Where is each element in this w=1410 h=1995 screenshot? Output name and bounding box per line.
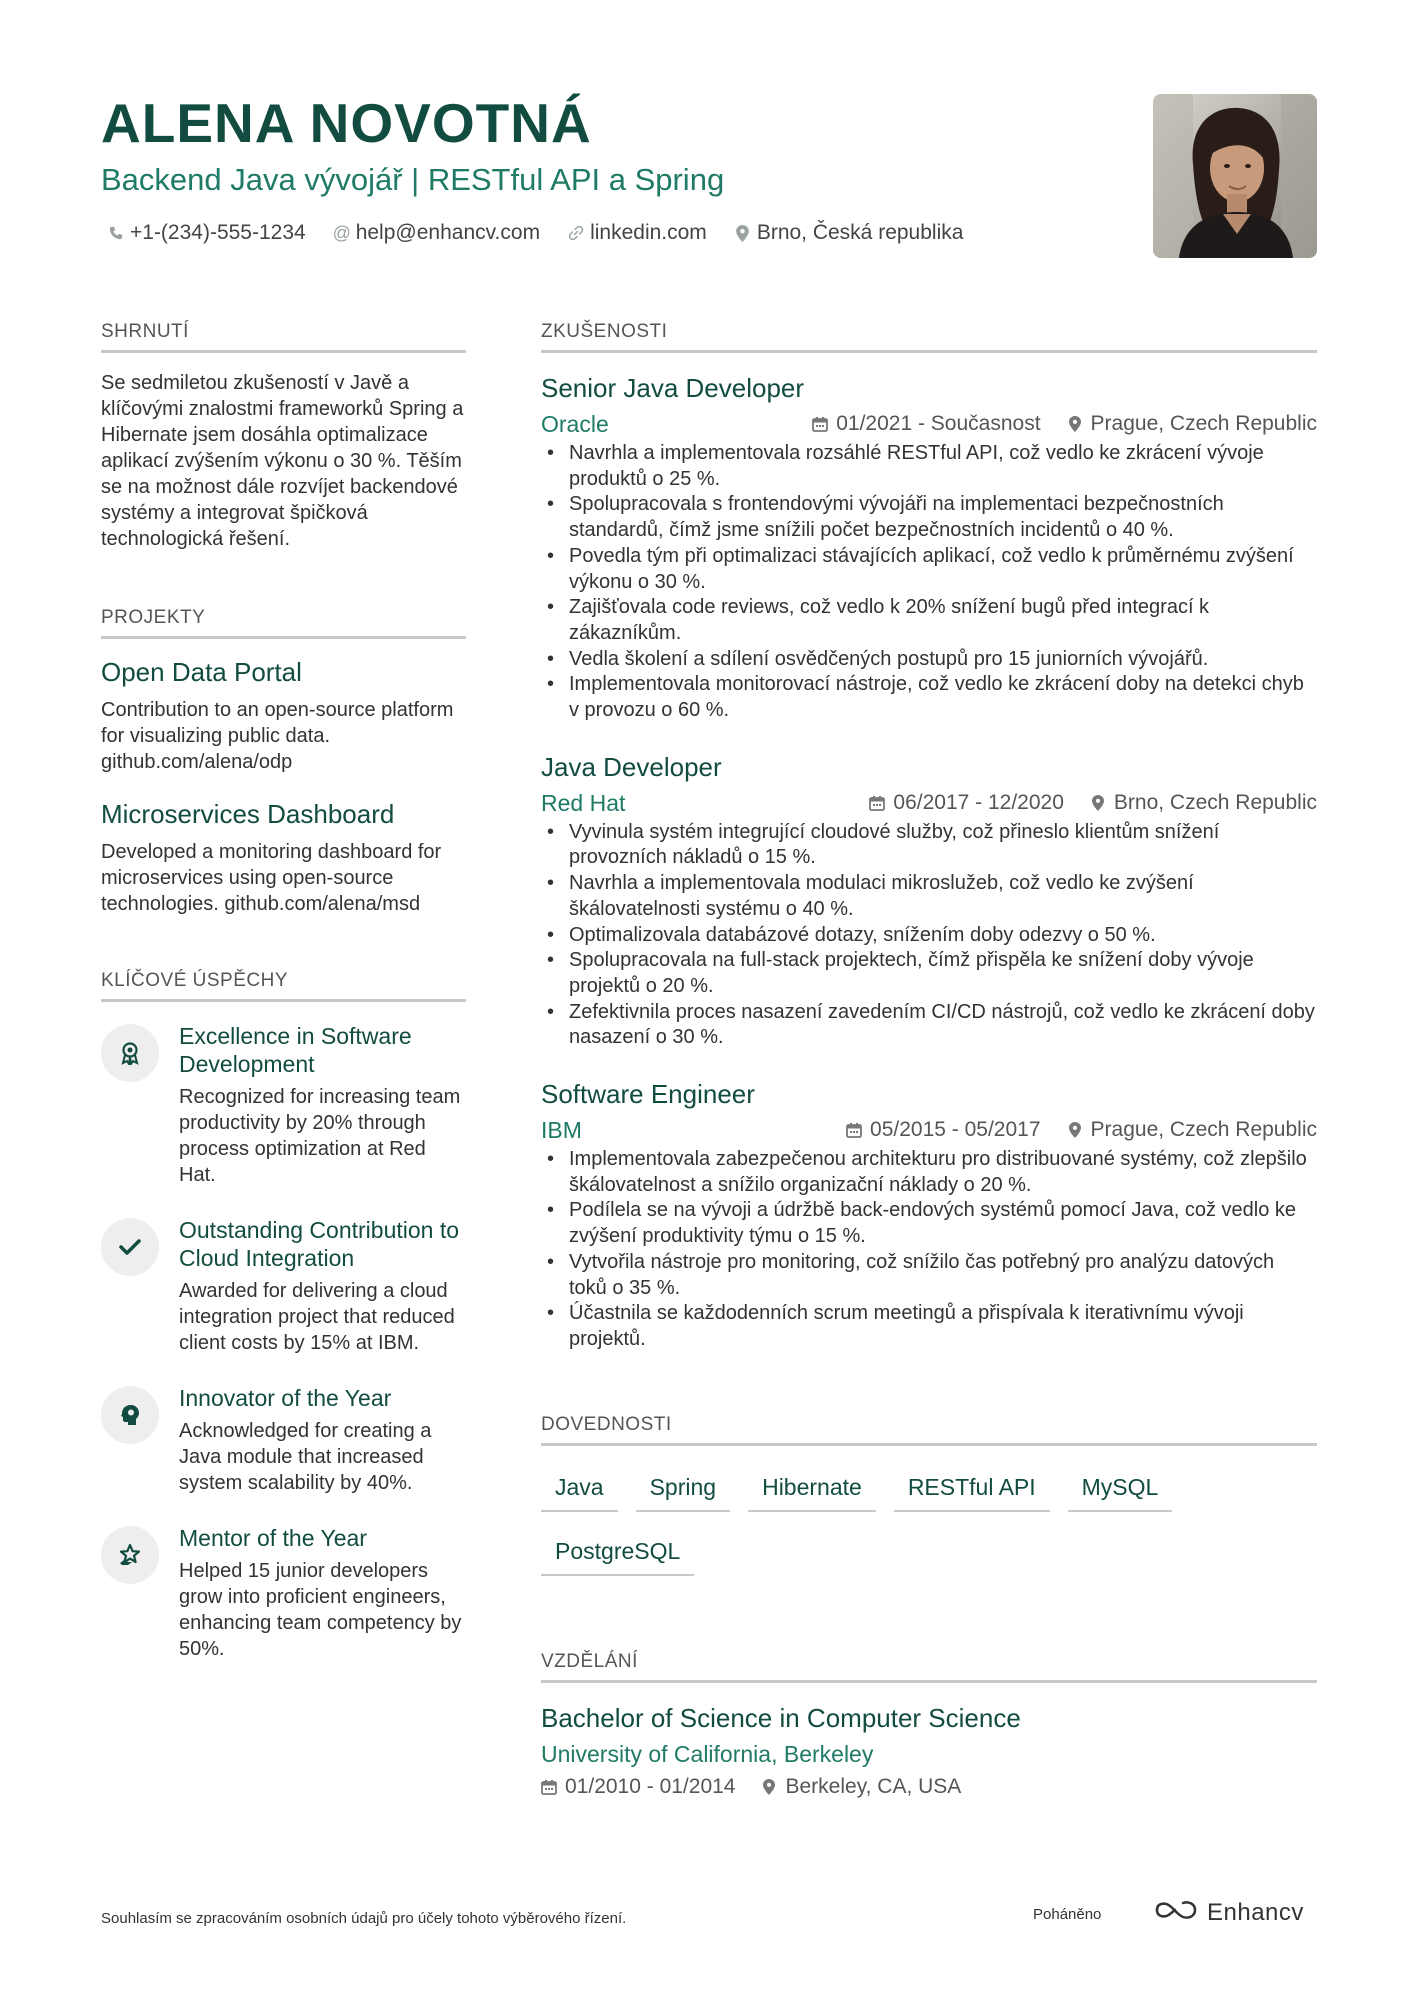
education-school: University of California, Berkeley <box>541 1740 874 1767</box>
job-dates-text: 01/2021 - Současnost <box>836 412 1041 435</box>
job-bullet: • Spolupracovala s frontendovými vývojáři na implementaci bezpečnostních standardů, čímž jsme snížili počet bezpečnostních incidentů o 40 %. <box>541 492 1317 543</box>
location-icon <box>735 225 751 241</box>
projects-heading: PROJEKTY <box>101 606 466 639</box>
job-bullet: • Optimalizovala databázové dotazy, snížením doby odezvy o 50 %. <box>541 923 1317 949</box>
link-icon <box>568 225 584 241</box>
summary-section <box>101 320 466 552</box>
contact-phone-text: +1-(234)-555-1234 <box>130 221 306 244</box>
job-meta-right <box>812 409 1317 439</box>
job-location-text: Brno, Czech Republic <box>1113 790 1317 814</box>
job-meta <box>541 409 1317 439</box>
enhancv-logo[interactable] <box>1153 1898 1304 1927</box>
project-description: Developed a monitoring dashboard for microservices using open-source technologies. github.com/alena/msd <box>101 841 442 915</box>
achievements-section <box>101 969 466 1662</box>
achievement-title: Outstanding Contribution to Cloud Integration <box>179 1217 460 1271</box>
job-bullets <box>541 820 1317 1051</box>
job-location <box>1067 1115 1317 1145</box>
achievement-body <box>179 1524 466 1662</box>
experience-heading: ZKUŠENOSTI <box>541 320 1317 353</box>
job-dates <box>812 409 1040 439</box>
job-title: Software Engineer <box>541 1079 755 1110</box>
enhancv-logo-icon <box>1153 1898 1199 1927</box>
contact-linkedin-text: linkedin.com <box>590 221 707 244</box>
job-bullet: • Vyvinula systém integrující cloudové služby, což přineslo klientům snížení provozních nákladů o 15 %. <box>541 820 1317 871</box>
enhancv-logo-text: Enhancv <box>1207 1898 1304 1926</box>
job-dates-text: 05/2015 - 05/2017 <box>870 1118 1041 1142</box>
achievement-item <box>101 1022 466 1188</box>
achievement-item <box>101 1216 466 1356</box>
job-location-text: Prague, Czech Republic <box>1090 412 1317 435</box>
education-dates-text: 01/2010 - 01/2014 <box>565 1774 736 1798</box>
skill-tag: MySQL <box>1068 1466 1173 1512</box>
achievement-title: Innovator of the Year <box>179 1385 392 1411</box>
job-location-text: Prague, Czech Republic <box>1090 1118 1317 1142</box>
hand-star-icon <box>101 1526 159 1584</box>
achievement-title: Mentor of the Year <box>179 1525 367 1551</box>
job-bullet: • Vytvořila nástroje pro monitoring, což snížilo čas potřebný pro analýzu datových toků o 35 %. <box>541 1250 1317 1301</box>
contact-email[interactable] <box>334 218 540 248</box>
project-description: Contribution to an open-source platform for visualizing public data. github.com/alena/odp <box>101 699 454 773</box>
achievement-description: Acknowledged for creating a Java module that increased system scalability by 40%. <box>179 1420 432 1494</box>
job-bullet: • Účastnila se každodenních scrum meetingů a přispívala k iterativnímu vývoji projektů. <box>541 1301 1317 1352</box>
project-title: Microservices Dashboard <box>101 799 395 829</box>
project-item <box>101 797 466 917</box>
achievement-item <box>101 1524 466 1662</box>
skill-tag: Spring <box>636 1466 730 1512</box>
footer-powered-by: Poháněno <box>1033 1906 1102 1923</box>
job-bullet: • Vedla školení a sdílení osvědčených postupů pro 15 juniorních vývojářů. <box>541 647 1317 673</box>
job-bullets <box>541 441 1317 724</box>
skill-tag: Java <box>541 1466 618 1512</box>
job-meta-right <box>846 1115 1317 1145</box>
head-brain-icon <box>101 1386 159 1444</box>
company-name: Red Hat <box>541 789 626 816</box>
contact-location-text: Brno, Česká republika <box>756 221 964 244</box>
job-dates <box>846 1115 1040 1145</box>
job-bullet: • Podílela se na vývoji a údržbě back-endových systémů pomocí Java, což vedlo ke zvýšení produktivity týmu o 15 %. <box>541 1198 1317 1249</box>
achievements-heading: KLÍČOVÉ ÚSPĚCHY <box>101 969 466 1002</box>
checkmark-icon <box>101 1218 159 1276</box>
achievement-description: Helped 15 junior developers grow into proficient engineers, enhancing team competency by 50%. <box>179 1560 462 1660</box>
award-ribbon-icon <box>101 1024 159 1082</box>
candidate-headline: Backend Java vývojář | RESTful API a Spring <box>101 162 725 197</box>
job-title: Java Developer <box>541 751 722 782</box>
phone-icon <box>108 225 124 241</box>
location-icon <box>1067 415 1083 433</box>
education-heading: VZDĚLÁNÍ <box>541 1650 1317 1683</box>
job-entry <box>541 750 1317 1051</box>
job-bullet: • Implementovala zabezpečenou architekturu pro distribuované systémy, což zlepšilo škálovatelnost a snížilo organizační náklady o 20 %. <box>541 1147 1317 1198</box>
achievement-body <box>179 1216 466 1356</box>
achievement-description: Awarded for delivering a cloud integration project that reduced client costs by 15% at IBM. <box>179 1280 455 1354</box>
job-bullet: • Navrhla a implementovala modulaci mikroslužeb, což vedlo ke zvýšení škálovatelnosti systému o 40 %. <box>541 871 1317 922</box>
education-location-text: Berkeley, CA, USA <box>785 1774 962 1798</box>
job-bullet: • Povedla tým při optimalizaci stávajících aplikací, což vedlo k průměrnému zvýšení výkonu o 30 %. <box>541 544 1317 595</box>
education-degree: Bachelor of Science in Computer Science <box>541 1702 1021 1733</box>
education-section <box>541 1650 1317 1799</box>
calendar-icon <box>541 1778 557 1796</box>
contact-bar <box>108 218 963 248</box>
skills-section <box>541 1413 1317 1576</box>
location-icon <box>1090 794 1106 812</box>
achievement-title: Excellence in Software Development <box>179 1023 412 1077</box>
job-meta <box>541 788 1317 818</box>
job-bullet: • Navrhla a implementovala rozsáhlé RESTful API, což vedlo ke zkrácení vývoje produktů o 25 %. <box>541 441 1317 492</box>
job-entry <box>541 371 1317 724</box>
footer-consent: Souhlasím se zpracováním osobních údajů pro účely tohoto výběrového řízení. <box>101 1910 627 1927</box>
job-bullet: • Zefektivnila proces nasazení zavedením CI/CD nástrojů, což vedlo ke zkrácení doby nasazení o 30 %. <box>541 1000 1317 1051</box>
projects-section <box>101 606 466 917</box>
job-meta-right <box>869 788 1317 818</box>
job-title: Senior Java Developer <box>541 373 805 403</box>
profile-photo <box>1153 94 1317 258</box>
contact-email-text: help@enhancv.com <box>355 221 541 244</box>
skills-heading: DOVEDNOSTI <box>541 1413 1317 1446</box>
calendar-icon <box>846 1121 862 1139</box>
job-location <box>1067 409 1317 439</box>
job-bullet: • Spolupracovala na full-stack projektech, čímž přispěla ke snížení doby vývoje projektů o 20 %. <box>541 948 1317 999</box>
calendar-icon <box>869 794 885 812</box>
job-location <box>1090 788 1317 818</box>
education-dates <box>541 1775 735 1799</box>
achievement-body <box>179 1022 466 1188</box>
job-bullets <box>541 1147 1317 1353</box>
job-bullet: • Implementovala monitorovací nástroje, což vedlo ke zkrácení doby na detekci chyb v provozu o 60 %. <box>541 672 1317 723</box>
education-meta <box>541 1775 1317 1799</box>
skill-tag: RESTful API <box>894 1466 1050 1512</box>
skill-tag: PostgreSQL <box>541 1530 694 1576</box>
achievement-item <box>101 1384 466 1496</box>
job-entry <box>541 1077 1317 1353</box>
contact-phone[interactable] <box>108 218 306 248</box>
candidate-name: ALENA NOVOTNÁ <box>101 92 592 154</box>
project-title: Open Data Portal <box>101 657 302 687</box>
job-bullet: • Zajišťovala code reviews, což vedlo k 20% snížení bugů před integrací k zákazníkům. <box>541 595 1317 646</box>
skills-list <box>541 1466 1317 1576</box>
calendar-icon <box>812 415 828 433</box>
company-name: IBM <box>541 1117 582 1144</box>
location-icon <box>761 1778 777 1796</box>
contact-linkedin[interactable] <box>568 218 707 248</box>
left-column <box>101 320 466 1662</box>
summary-heading: SHRNUTÍ <box>101 320 466 353</box>
company-name: Oracle <box>541 411 609 437</box>
education-location <box>761 1775 961 1799</box>
job-meta <box>541 1115 1317 1145</box>
achievement-body <box>179 1384 466 1496</box>
contact-location <box>735 218 964 248</box>
experience-section <box>541 320 1317 1353</box>
skill-tag: Hibernate <box>748 1466 876 1512</box>
summary-text: Se sedmiletou zkušeností v Javě a klíčovými znalostmi frameworků Spring a Hibernate jsem dosáhla optimalizace aplikací zvýšením výkonu o 30 %. Těším se na možnost dále rozvíjet backendové systémy a integrovat špičková technologická řešení. <box>101 372 464 550</box>
project-item <box>101 655 466 775</box>
job-dates-text: 06/2017 - 12/2020 <box>893 790 1064 814</box>
location-icon <box>1067 1121 1083 1139</box>
right-column <box>541 320 1317 1799</box>
achievement-description: Recognized for increasing team productivity by 20% through process optimization at Red Hat. <box>179 1086 461 1186</box>
job-dates <box>869 788 1063 818</box>
at-icon: @ <box>332 223 351 243</box>
